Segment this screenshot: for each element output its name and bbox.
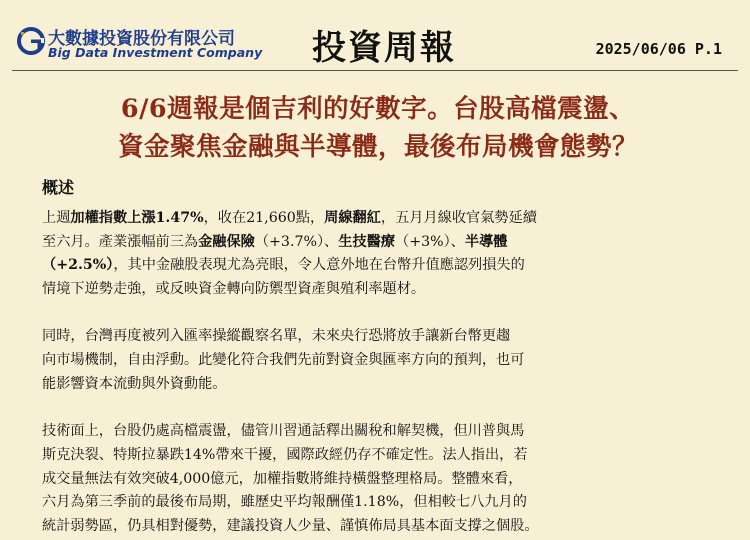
page-number: P.1 [694, 40, 722, 58]
headline [28, 90, 728, 166]
text-run: （+3%）、 [395, 233, 465, 250]
company-name-cn: 大數據投資股份有限公司 [48, 29, 235, 49]
emphasis-text: 加權指數上漲1.47% [70, 210, 204, 226]
headline-line-1: 6/6週報是個吉利的好數字。台股高檔震盪、 [120, 94, 636, 124]
emphasis-text: （+2.5%） [42, 257, 114, 274]
headline-line-2: 資金聚焦金融與半導體，最後布局機會態勢？ [117, 132, 638, 162]
text-run: 同時，台灣再度被列入匯率操縱觀察名單，未來央行恐將放手讓新台幣更趨 [42, 328, 511, 345]
text-line [42, 515, 722, 539]
date-page [596, 40, 722, 58]
text-line [42, 278, 722, 302]
text-line [42, 207, 722, 231]
report-header [0, 0, 750, 72]
text-run: ，五月月線收官氣勢延續 [380, 210, 537, 226]
text-run: 向市場機制，自由浮動。此變化符合我們先前對資金與匯率方向的預判，也可 [42, 352, 525, 369]
text-line [42, 420, 722, 444]
text-run: 至六月。產業漲幅前三為 [42, 233, 199, 250]
paragraph [42, 325, 722, 396]
emphasis-text: 金融保險 [198, 233, 255, 250]
text-line [42, 373, 722, 397]
text-line [42, 491, 722, 515]
text-line [42, 349, 722, 373]
text-line [42, 468, 722, 492]
text-run: 能影響資本流動與外資動能。 [42, 375, 227, 392]
report-title: 投資周報 [312, 28, 456, 68]
text-run: 成交量無法有效突破4,000億元，加權指數將維持橫盤整理格局。整體來看， [42, 470, 523, 487]
emphasis-text: 周線翻紅 [324, 210, 381, 226]
text-line [42, 325, 722, 349]
text-line [42, 444, 722, 468]
text-line [42, 231, 722, 255]
text-run: 統計弱勢區，仍具相對優勢，建議投資人少量、謹慎佈局具基本面支撐之個股。 [42, 517, 539, 534]
paragraph [42, 207, 722, 302]
text-run: （+3.7%）、 [254, 233, 339, 250]
header-divider [12, 70, 738, 71]
paragraph-gap [42, 397, 722, 421]
text-run: 上週 [42, 210, 71, 226]
text-line [42, 254, 722, 278]
g-logo-icon [16, 26, 46, 56]
text-run: ，其中金融股表現尤為亮眼，令人意外地在台幣升值應認列損失的 [113, 257, 525, 274]
text-run: 六月為第三季前的最後布局期，雖歷史平均報酬僅1.18%，但相較七八九月的 [42, 494, 527, 511]
paragraph [42, 420, 722, 538]
report-date: 2025/06/06 [595, 40, 686, 58]
text-run: 情境下逆勢走強，或反映資金轉向防禦型資產與殖利率題材。 [42, 281, 426, 298]
section-label: 概述 [42, 178, 75, 197]
body-text [42, 207, 722, 539]
emphasis-text: 生技醫療 [338, 233, 396, 250]
company-name-en: Big Data Investment Company [48, 45, 263, 60]
company-logo [16, 24, 266, 64]
paragraph-gap [42, 302, 722, 326]
text-run: ，收在21,660點， [203, 210, 325, 226]
emphasis-text: 半導體 [464, 233, 508, 250]
text-run: 技術面上，台股仍處高檔震盪，儘管川習通話釋出關稅和解契機，但川普與馬 [42, 423, 525, 440]
text-run: 斯克決裂、特斯拉暴跌14%帶來干擾，國際政經仍存不確定性。法人指出，若 [42, 446, 528, 463]
